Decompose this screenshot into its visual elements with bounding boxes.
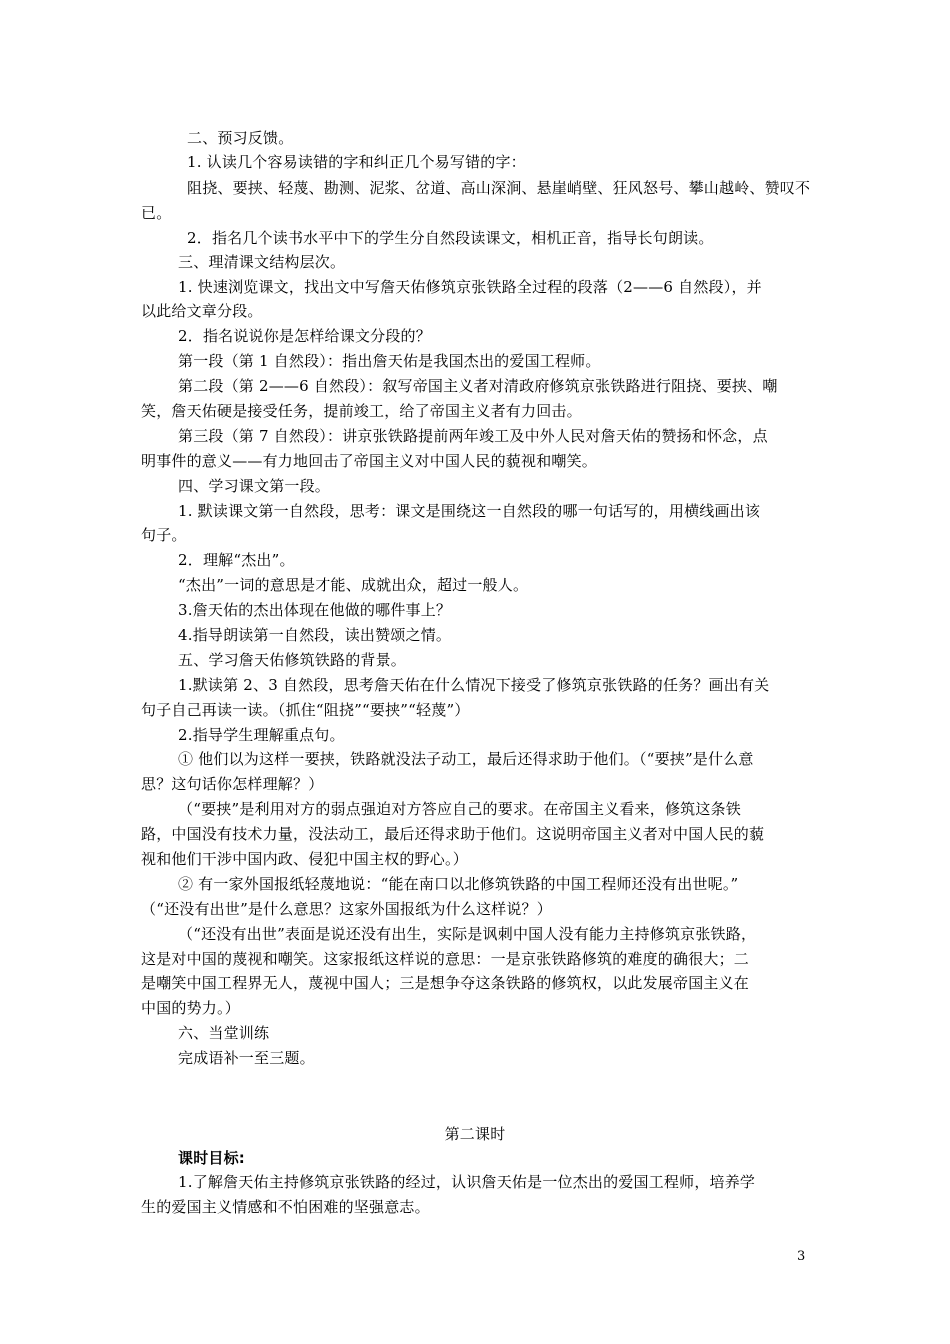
- s4-item-2-note: “杰出”一词的意思是才能、成就出众，超过一般人。: [178, 576, 529, 594]
- s5-question-1-line-2: 思？这句话你怎样理解？）: [141, 775, 324, 793]
- s2-item-2: 2．指名几个读书水平中下的学生分自然段读课文，相机正音，指导长句朗读。: [187, 229, 714, 247]
- s3-item-2: 2．指名说说你是怎样给课文分段的？: [178, 327, 431, 345]
- s5-answer-1-line-3: 视和他们干涉中国内政、侵犯中国主权的野心。）: [141, 850, 468, 868]
- s4-item-1-line-1: 1. 默读课文第一自然段，思考：课文是围绕这一自然段的哪一句话写的，用横线画出该: [178, 502, 761, 520]
- goals-label: 课时目标:: [178, 1149, 245, 1167]
- s4-item-2: 2．理解“杰出”。: [178, 551, 295, 569]
- goal-1-line-1: 1.了解詹天佑主持修筑京张铁路的经过，认识詹天佑是一位杰出的爱国工程师，培养学: [178, 1173, 756, 1191]
- s5-answer-1-line-1: （“要挟”是利用对方的弱点强迫对方答应自己的要求。在帝国主义看来，修筑这条铁: [178, 800, 741, 818]
- s3-item-1-line-2: 以此给文章分段。: [141, 302, 263, 320]
- s4-item-3: 3.詹天佑的杰出体现在他做的哪件事上？: [178, 601, 452, 619]
- page-number: 3: [797, 1249, 806, 1264]
- section-4-title: 四、学习课文第一段。: [178, 477, 331, 495]
- section-6-title: 六、当堂训练: [178, 1024, 270, 1042]
- s5-item-1-line-2: 句子自己再读一读。（抓住“阻挠”“要挟”“轻蔑”）: [141, 701, 470, 719]
- s3-part-2-line-1: 第二段（第 2——6 自然段）：叙写帝国主义者对清政府修筑京张铁路进行阻挠、要挟、嘲: [178, 377, 778, 395]
- s2-words-line-1: 阻挠、要挟、轻蔑、勘测、泥浆、岔道、高山深涧、悬崖峭壁、狂风怒号、攀山越岭、赞叹不: [187, 179, 811, 197]
- s3-item-1-line-1: 1. 快速浏览课文，找出文中写詹天佑修筑京张铁路全过程的段落（2——6 自然段），并: [178, 278, 762, 296]
- s5-answer-1-line-2: 路，中国没有技术力量，没法动工，最后还得求助于他们。这说明帝国主义者对中国人民的藐: [141, 825, 765, 843]
- s5-question-2-line-2: （“还没有出世”是什么意思？这家外国报纸为什么这样说？）: [141, 900, 552, 918]
- s5-item-2: 2.指导学生理解重点句。: [178, 726, 345, 744]
- s4-item-4: 4.指导朗读第一自然段，读出赞颂之情。: [178, 626, 452, 644]
- section-3-title: 三、理清课文结构层次。: [178, 253, 346, 271]
- s6-item: 完成语补一至三题。: [178, 1049, 315, 1067]
- s5-item-1-line-1: 1.默读第 2、3 自然段，思考詹天佑在什么情况下接受了修筑京张铁路的任务？画出有关: [178, 676, 770, 694]
- goal-1-line-2: 生的爱国主义情感和不怕困难的坚强意志。: [141, 1198, 430, 1216]
- s4-item-1-line-2: 句子。: [141, 526, 187, 544]
- s5-answer-2-line-2: 这是对中国的蔑视和嘲笑。这家报纸这样说的意思：一是京张铁路修筑的难度的确很大；二: [141, 950, 750, 968]
- s3-part-1: 第一段（第 1 自然段）：指出詹天佑是我国杰出的爱国工程师。: [178, 352, 601, 370]
- s5-answer-2-line-3: 是嘲笑中国工程界无人，蔑视中国人；三是想争夺这条铁路的修筑权，以此发展帝国主义在: [141, 974, 750, 992]
- section-2-title: 二、预习反馈。: [187, 129, 294, 147]
- s3-part-2-line-2: 笑，詹天佑硬是接受任务，提前竣工，给了帝国主义者有力回击。: [141, 402, 582, 420]
- s5-answer-2-line-4: 中国的势力。）: [141, 999, 240, 1017]
- s3-part-3-line-1: 第三段（第 7 自然段）：讲京张铁路提前两年竣工及中外人民对詹天佑的赞扬和怀念，点: [178, 427, 768, 445]
- s2-item-1: 1. 认读几个容易读错的字和纠正几个易写错的字：: [187, 153, 526, 171]
- s5-question-2-line-1: ② 有一家外国报纸轻蔑地说：“能在南口以北修筑铁路的中国工程师还没有出世呢。”: [178, 875, 739, 893]
- s5-answer-2-line-1: （“还没有出世”表面是说还没有出生，实际是讽刺中国人没有能力主持修筑京张铁路，: [178, 925, 757, 943]
- s2-words-line-2: 已。: [141, 204, 172, 222]
- section-5-title: 五、学习詹天佑修筑铁路的背景。: [178, 651, 407, 669]
- lesson-2-heading: 第二课时: [444, 1125, 506, 1143]
- s5-question-1-line-1: ① 他们以为这样一要挟，铁路就没法子动工，最后还得求助于他们。（“要挟”是什么意: [178, 750, 754, 768]
- s3-part-3-line-2: 明事件的意义——有力地回击了帝国主义对中国人民的藐视和嘲笑。: [141, 452, 598, 470]
